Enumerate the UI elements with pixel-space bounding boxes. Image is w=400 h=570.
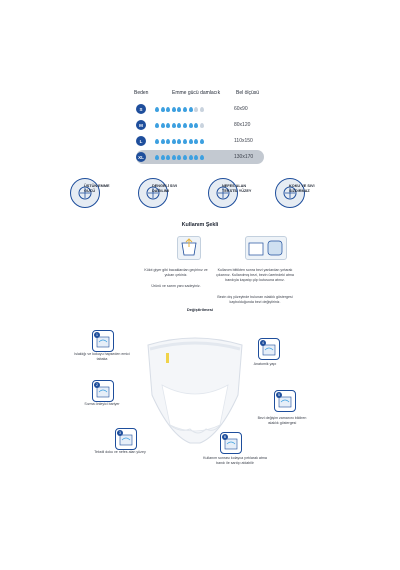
drop-icon [161, 155, 165, 160]
callout-text: Anatomik yapı [253, 362, 277, 366]
absorbency-header: Emme gücü damlacık [172, 90, 221, 96]
drop-icon [161, 107, 165, 112]
callout-text: Islaklığı ve kokuyu hapseden emici tabaka [74, 352, 130, 362]
drop-icon [194, 155, 198, 160]
feature-item [275, 178, 315, 206]
waist-size: 110x150 [234, 138, 253, 144]
size-badge: S [136, 104, 146, 114]
waist-size: 130x170 [234, 154, 254, 160]
callout-number: 2 [94, 382, 100, 388]
usage-left-note: Ürünü ve sarım yanı sadeyiniz. [151, 284, 201, 288]
drop-icon [166, 107, 170, 112]
drop-icon [155, 123, 159, 128]
callout-text: Sızma önleyici bariyer [84, 402, 120, 406]
feature-label: ÜSTÜN EMME GÜCÜ [84, 184, 110, 193]
usage-title: Kullanım Şekli [181, 222, 219, 228]
callout-number: 3 [117, 430, 123, 436]
drop-icon [189, 123, 193, 128]
drop-icon [200, 107, 204, 112]
usage-right-note: Bezin dış yüzeyinde bulunan ıslaklık göstergesi kaybolduğunda bezi değiştiriniz. [217, 295, 293, 305]
anatomic-shape-icon [258, 338, 280, 360]
feature-label: NEFES ALAN TEKSTİL YÜZEY [222, 184, 252, 193]
size-badge: M [136, 120, 146, 130]
drop-icon [172, 155, 176, 160]
drop-icon [155, 139, 159, 144]
drop-icon [161, 139, 165, 144]
drop-icon [177, 107, 181, 112]
drop-icon [189, 107, 193, 112]
drop-icon [172, 123, 176, 128]
waist-size: 80x120 [234, 122, 251, 128]
absorbency-drops [155, 155, 204, 160]
callout-text: Bezi değişim zamanını bildiren ıslaklık göstergesi [257, 416, 307, 426]
drop-icon [161, 123, 165, 128]
drop-icon [194, 123, 198, 128]
drop-icon [200, 139, 204, 144]
drop-icon [200, 155, 204, 160]
callout-text: Kullanım sonrası kolayca yırtılarak atma bandı ile sarılıp atılabilir [203, 456, 267, 466]
drop-icon [194, 139, 198, 144]
feature-item [208, 178, 252, 206]
leak-barrier-icon [92, 380, 114, 402]
wetness-indicator-icon [274, 390, 296, 412]
disposal-tape-icon [220, 432, 242, 454]
drop-icon [166, 155, 170, 160]
removal-illustration [245, 236, 287, 260]
waist-header: Bel ölçüsü [236, 90, 260, 96]
callout-number: 6 [222, 434, 228, 440]
size-badge: L [136, 136, 146, 146]
drop-icon [177, 139, 181, 144]
drop-icon [183, 139, 187, 144]
drop-icon [189, 155, 193, 160]
size-header: Beden [134, 90, 149, 96]
drop-icon [166, 139, 170, 144]
absorbency-drops [155, 139, 204, 144]
drop-icon [194, 107, 198, 112]
drop-icon [177, 123, 181, 128]
drop-icon [177, 155, 181, 160]
waist-size: 60x90 [234, 106, 248, 112]
putting-on-illustration [177, 236, 201, 260]
drop-icon [183, 123, 187, 128]
drop-icon [166, 123, 170, 128]
size-badge: XL [136, 152, 146, 162]
callout-text: Tekstil doku ve nefes alan yüzey [94, 450, 146, 454]
feature-item [70, 178, 110, 206]
absorbent-layer-icon [92, 330, 114, 352]
drop-icon [155, 155, 159, 160]
drop-icon [200, 123, 204, 128]
drop-icon [189, 139, 193, 144]
drop-icon [172, 107, 176, 112]
feature-label: KOKU VE SIVI SIZDIRMAZ [289, 184, 315, 193]
drop-icon [183, 107, 187, 112]
drop-icon [172, 139, 176, 144]
callout-number: 5 [276, 392, 282, 398]
diagram-title: Değiştirilmesi [186, 307, 214, 312]
textile-surface-icon [115, 428, 137, 450]
usage-left-step: Külot giyer gibi bacaklardan geçirinız ve yukarı çekiniz. [144, 268, 208, 278]
callout-number: 4 [260, 340, 266, 346]
usage-right-step: Kullanım bittikten sonra bezi yanlardan yırtarak çıkarınız. Kullanılmış bezi, bezin üzerindeki atma bandıyla kapatıp çöp kutusuna atınız. [216, 268, 294, 283]
feature-item [138, 178, 178, 206]
absorbency-drops [155, 107, 204, 112]
feature-label: DENGELİ SIVI DAĞILIMI [152, 184, 178, 193]
drop-icon [155, 107, 159, 112]
callout-number: 1 [94, 332, 100, 338]
absorbency-drops [155, 123, 204, 128]
drop-icon [183, 155, 187, 160]
